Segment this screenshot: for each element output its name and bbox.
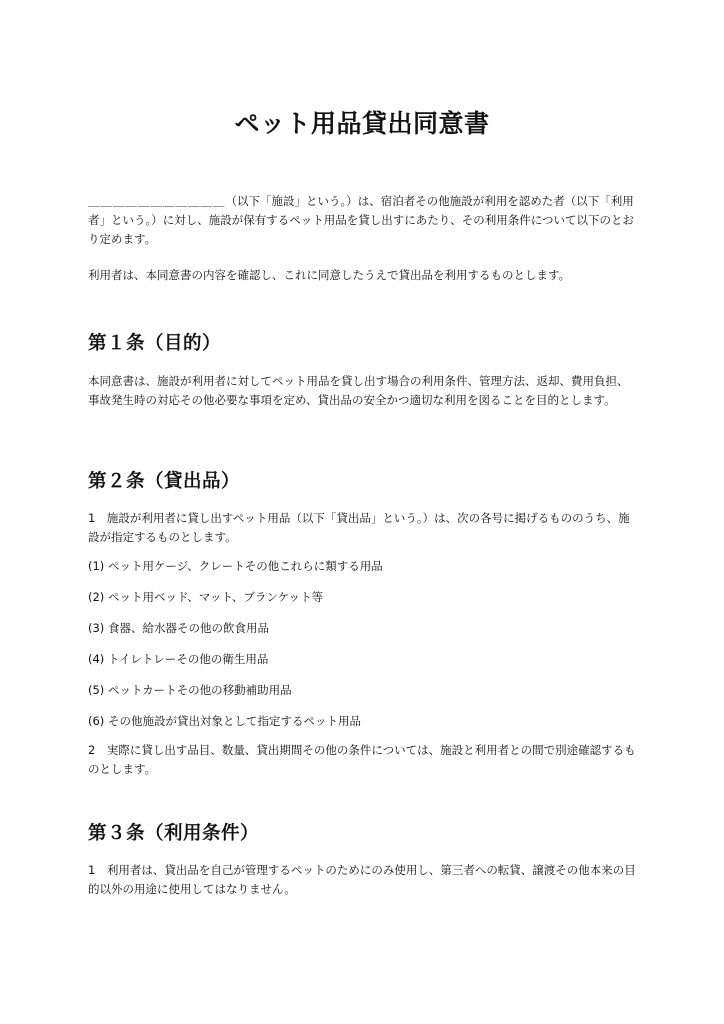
article-3-paragraph-1: 1 利用者は、貸出品を自己が管理するペットのためにのみ使用し、第三者への転貸、譲渡その他本来の目的以外の用途に使用してはなりません。 (88, 863, 636, 896)
article-2-paragraph-1: 1 施設が利用者に貸し出すペット用品（以下「貸出品」という。）は、次の各号に掲げるもののうち、施設が指定するものとします。 (88, 511, 630, 544)
article-2-item-2: (2) ペット用ベッド、マット、ブランケット等 (88, 590, 324, 604)
article-2-item-5: (5) ペットカートその他の移動補助用品 (88, 683, 292, 697)
article-1-body: 本同意書は、施設が利用者に対してペット用品を貸し出す場合の利用条件、管理方法、返却、費用負担、事故発生時の対応その他必要な事項を定め、貸出品の安全かつ適切な利用を図ることを目的とします。 (88, 374, 629, 407)
article-2-item-4: (4) トイレトレーその他の衛生用品 (88, 652, 269, 666)
facility-name-blank: ＿＿＿＿＿＿＿＿＿＿＿ (88, 194, 226, 208)
intro-paragraph (88, 192, 638, 249)
intro-text: （以下「施設」という。）は、宿泊者その他施設が利用を認めた者（以下「利用者」という。）に対し、施設が保有するペット用品を貸し出すにあたり、その利用条件について以下のとおり定めます。 (88, 194, 635, 246)
article-1-heading: 第１条（目的） (88, 333, 222, 354)
article-2-item-1: (1) ペット用ケージ、クレートその他これらに類する用品 (88, 559, 383, 573)
article-3-heading: 第３条（利用条件） (88, 823, 260, 844)
article-2-paragraph-2: 2 実際に貸し出す品目、数量、貸出期間その他の条件については、施設と利用者との間で別途確認するものとします。 (88, 743, 636, 776)
article-2-item-3: (3) 食器、給水器その他の飲食用品 (88, 621, 269, 635)
article-2-item-6: (6) その他施設が貸出対象として指定するペット用品 (88, 714, 361, 728)
document-title: ペット用品貸出同意書 (234, 109, 490, 138)
intro-consent-paragraph: 利用者は、本同意書の内容を確認し、これに同意したうえで貸出品を利用するものとします。 (88, 268, 571, 282)
article-2-heading: 第２条（貸出品） (88, 471, 241, 492)
